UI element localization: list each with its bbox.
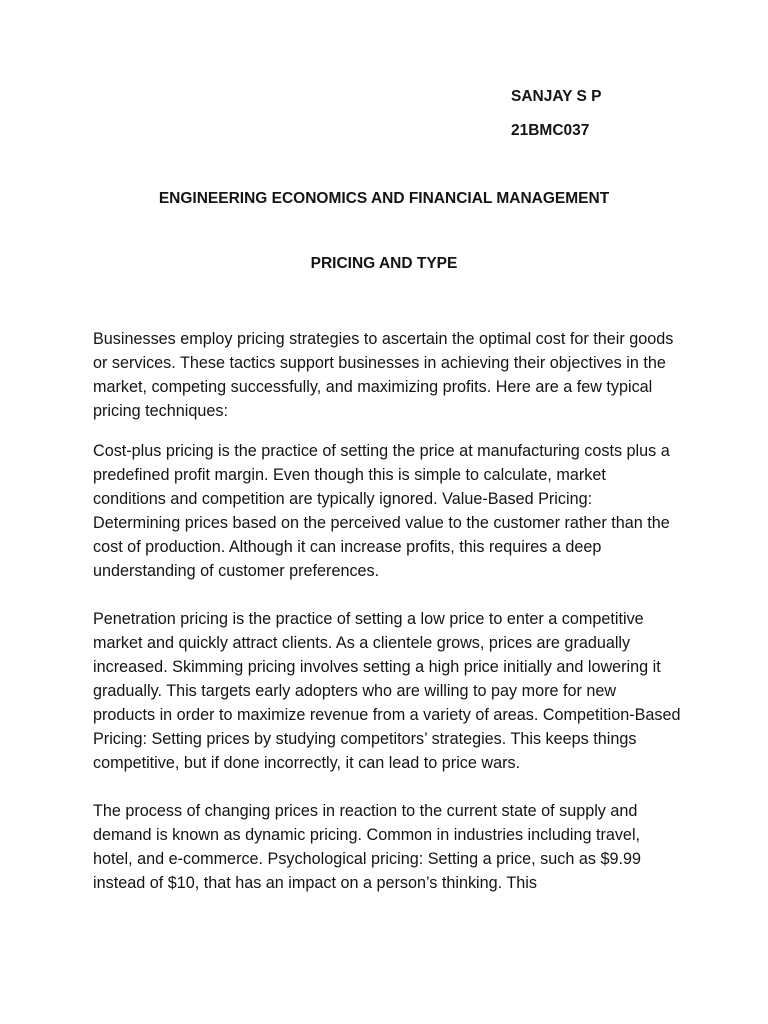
paragraph: Cost-plus pricing is the practice of setting the price at manufacturing costs plus a predefined profit margin. Even though this is simple to calculate, market conditions and competition are typically ignored. Value-Based Pricing: Determining prices based on the perceived value to the customer rather than the cost of production. Although it can increase profits, this requires a deep understanding of customer preferences. xyxy=(93,442,670,580)
document-body xyxy=(93,327,681,895)
author-name: SANJAY S P xyxy=(511,88,602,105)
paragraph: Businesses employ pricing strategies to ascertain the optimal cost for their goods or services. These tactics support businesses in achieving their objectives in the market, competing successfully, and maximizing profits. Here are a few typical pricing techniques: xyxy=(93,330,674,420)
paragraph: The process of changing prices in reaction to the current state of supply and demand is known as dynamic pricing. Common in industries including travel, hotel, and e-commerce. Psychological pricing: Setting a price, such as $9.99 instead of $10, that has an impact on a person’s thinking. This xyxy=(93,802,641,892)
author-block xyxy=(511,86,711,154)
topic-title: PRICING AND TYPE xyxy=(310,255,458,272)
paragraph: Penetration pricing is the practice of setting a low price to enter a competitive market and quickly attract clients. As a clientele grows, prices are gradually increased. Skimming pricing involves setting a high price initially and lowering it gradually. This targets early adopters who are willing to pay more for new products in order to maximize revenue from a variety of areas. Competition-Based Pricing: Setting prices by studying competitors’ strategies. This keeps things competitive, but if done incorrectly, it can lead to price wars. xyxy=(93,610,681,772)
roll-number: 21BMC037 xyxy=(511,122,590,139)
course-title: ENGINEERING ECONOMICS AND FINANCIAL MANAGEMENT xyxy=(158,190,610,207)
